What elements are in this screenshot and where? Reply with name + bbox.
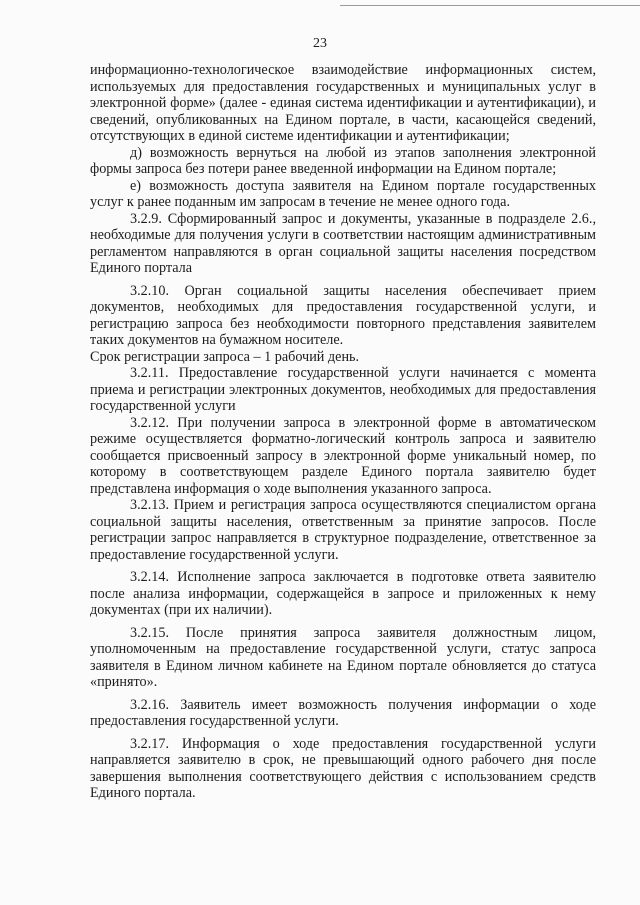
paragraph-3-2-10: 3.2.10. Орган социальной защиты населения обеспечивает прием документов, необходимых для предоставления государственной услуги, и регистрацию запроса без необходимости повторного представления заявителем таких документов на бумажном носителе. <box>90 282 596 348</box>
paragraph-item-d: д) возможность вернуться на любой из этапов заполнения электронной формы запроса без потери ранее введенной информации на Едином портале; <box>90 144 596 177</box>
paragraph-3-2-11: 3.2.11. Предоставление государственной услуги начинается с момента приема и регистрации электронных документов, необходимых для предоставления государственной услуги <box>90 365 596 414</box>
paragraph-3-2-16: 3.2.16. Заявитель имеет возможность получения информации о ходе предоставления государственной услуги. <box>90 696 596 729</box>
paragraph-item-e: е) возможность доступа заявителя на Едином портале государственных услуг к ранее поданным им запросам в течение не менее одного года. <box>90 177 596 210</box>
page-number: 23 <box>313 36 327 51</box>
paragraph-3-2-13: 3.2.13. Прием и регистрация запроса осуществляются специалистом органа социальной защиты населения, ответственным за принятие запросов. После регистрации запрос направляется в структурное подразделение, ответственное за предоставление государственной услуги. <box>90 497 596 563</box>
paragraph-continuation: информационно-технологическое взаимодействие информационных систем, используемых для предоставления государственных и муниципальных услуг в электронной форме» (далее - единая система идентификации и аутентификации), и сведений, опубликованных на Едином портале, в части, касающейся сведений, отсутствующих в единой системе идентификации и аутентификации; <box>90 62 596 144</box>
document-body <box>90 62 596 802</box>
paragraph-3-2-12: 3.2.12. При получении запроса в электронной форме в автоматическом режиме осуществляется форматно-логический контроль запроса и заявителю сообщается присвоенный запросу в электронной форме уникальный номер, по которому в соответствующем разделе Единого портала заявителю будет представлена информация о ходе выполнения указанного запроса. <box>90 414 596 497</box>
paragraph-3-2-17: 3.2.17. Информация о ходе предоставления государственной услуги направляется заявителю в срок, не превышающий одного рабочего дня после завершения выполнения соответствующего действия с использованием средств Единого портала. <box>90 735 596 801</box>
paragraph-3-2-9: 3.2.9. Сформированный запрос и документы, указанные в подразделе 2.6., необходимые для получения услуги в соответствии настоящим административным регламентом направляются в орган социальной защиты населения посредством Единого портала <box>90 210 596 276</box>
scan-edge-line <box>340 5 640 6</box>
paragraph-3-2-14: 3.2.14. Исполнение запроса заключается в подготовке ответа заявителю после анализа информации, содержащейся в запросе и приложенных к нему документах (при их наличии). <box>90 569 596 618</box>
paragraph-3-2-15: 3.2.15. После принятия запроса заявителя должностным лицом, уполномоченным на предоставление государственной услуги, статус запроса заявителя в Едином личном кабинете на Едином портале обновляется до статуса «принято». <box>90 624 596 690</box>
paragraph-registration-term: Срок регистрации запроса – 1 рабочий день. <box>90 348 360 365</box>
